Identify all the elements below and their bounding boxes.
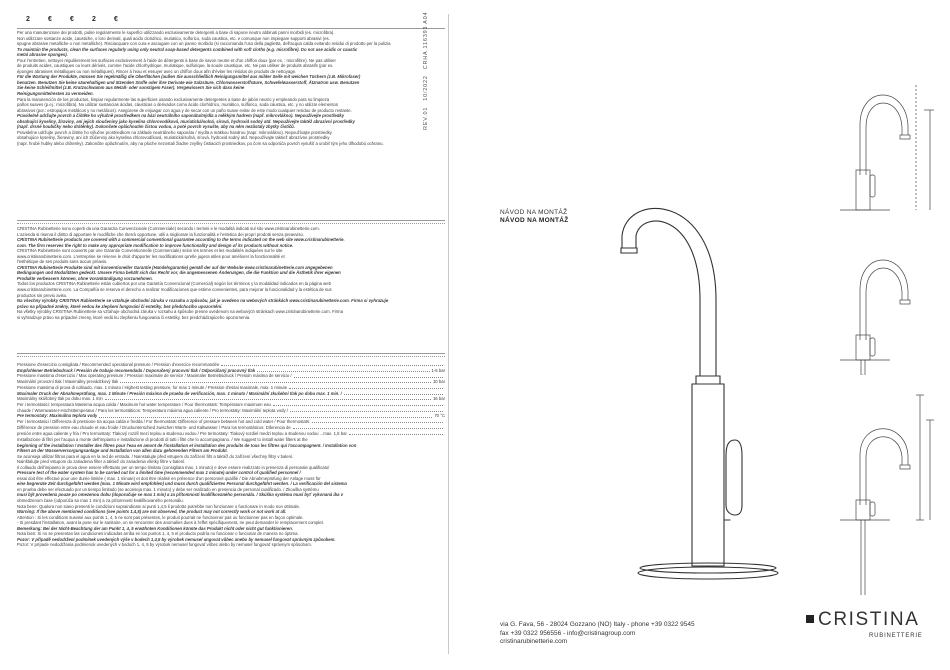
spec-value: 16 bar bbox=[432, 396, 445, 402]
header-glyph: € bbox=[114, 16, 119, 23]
company-address-block bbox=[500, 621, 695, 647]
spec-label: Pressione massima d'esercizio / Max operating pressure / Pression maximale de service / Maximaler Betriebsdruck / Presión máxima de servicio / bbox=[17, 373, 292, 379]
warranty-line: com. The firm reserves the right to make any appropriate modification to improve functionality and design of its products without notice. bbox=[17, 242, 294, 248]
warranty-line: CRISTINA Rubinetterie sono coperti da una Garanzia Convenzionale (Commerciale) secondo i termini e le modalità indicati sul sito www.cristinarubinetterie.com. bbox=[17, 226, 320, 231]
spec-label: Différence de pression entre eau chaude et eau froide / Druckunterschied zwischen Warm- und Kaltwasser / Para los termostáticos: Diferencia de bbox=[17, 424, 291, 430]
spec-label: Maximaler Druck der Abnahmeprüfung, max. 1 Minute / Presión máxima de prueba de verificación, max. 1 minuto / Maximální zkušební tlak po dobu max. 1 min. / bbox=[17, 390, 342, 396]
header-glyph: € bbox=[70, 16, 75, 23]
install-line: Nota bene: Qualora non siano presenti le condizioni sopraindicate ai punti 1,4,5 il prodotto potrebbe non funzionare o funzionare in modo non ottimale. bbox=[17, 503, 301, 509]
warranty-line: L'azienda si riserva il diritto di apportare le modifiche che riterrà opportune, utili a migliorare la funzionalità e l'estetica dei propri prodotti senza preavviso. bbox=[17, 231, 304, 237]
care-line: metal abrasive sponges). bbox=[17, 52, 68, 58]
divider bbox=[17, 223, 445, 224]
warranty-text bbox=[17, 226, 445, 320]
care-line: Pravidelne udržujte povrch a čistite ho výlučne prostriedkom na základe neutrálneho saponátu / mydla a mäkkou handrou (napr. mikrovlákno). Nepoužívajte prostriedky bbox=[17, 129, 332, 135]
divider bbox=[17, 353, 445, 354]
install-line: Pozor: V prípade nedodržania podmienok uvedených v bodoch 1, 4, 5 by výrobok nemusel fungovať vôbec alebo by nemusel fungovať správnym spôsobom. bbox=[17, 542, 312, 548]
install-line: Il collaudo dell'impianto in prova deve essere effettuato per un tempo limitato (consigliata max. 1 minuto) e deve essere realizzato in presenza di personale qualificato/ bbox=[17, 464, 330, 470]
warranty-line: productos sin previo aviso. bbox=[17, 292, 68, 298]
spec-label: Maximálny skúšobný tlak po dobu max. 1 min bbox=[17, 396, 103, 402]
revision-number: REV.01 bbox=[423, 106, 429, 130]
care-line: Pour l'entretien, nettoyer régulièrement les surfaces exclusivement à l'aide de détergents à base de savon neutre et d'un chiffon doux (par ex. : microfibre). Ne pas utiliser bbox=[17, 57, 336, 63]
install-line: en prueba debe ser efectuado por un tiempo limitado (se aconseja max. 1 minuto) y debe ser realizado en presencia de personal cualificado. / Zkouška systému bbox=[17, 486, 319, 492]
manual-title-cz: NÁVOD NA MONTÁŽ bbox=[500, 209, 568, 216]
care-line: de produits acides, caustiques ou leurs dérivés, comme l'acide chlorhydrique, muriatique, sulfurique, la soude caustique, etc. Ne pas utiliser de produits abrasifs (par ex. bbox=[17, 63, 334, 69]
warranty-line: www.cristinarubinetterie.com. La Compañía se reserva el derecho a realizar modificaciones que estime convenientes, para mejorar la funcionalidad y la estética de sus bbox=[17, 287, 332, 293]
install-line: Pozor: V případě nedodržení podmínek uvedených výše v bodech 1,4,5 by výrobek nemusel ungovat vůbec anebo by nemusel fungovat správným způsobem. bbox=[17, 536, 336, 542]
install-line: Warning: If the above mentioned conditions (see points 1,4,5) are not observed, the product may not correctly work or not work at all. bbox=[17, 509, 287, 515]
brand-name: CRISTINA bbox=[818, 609, 920, 630]
installation-notes bbox=[17, 437, 445, 548]
care-line: Per una manutenzione dei prodotti, pulire regolarmente le superfici utilizzando esclusivamente detergenti a base di sapone neutro abbinati panni morbidi (es. microfibra). bbox=[17, 30, 335, 35]
technical-drawing-top bbox=[820, 15, 940, 215]
care-line: paños suaves (p.ej.: microfibra). No utilizar sustancias ácidas, cáusticas o derivados como ácido clorhídrico, muriático, sulfúrico, soda cáustica, etc. y no utilizar elementos bbox=[17, 102, 339, 108]
install-line: musí být provedena pouze po omezenou dobu (doporučuje se max 1 min) a za přítomnosti kvalifikovaného personálu. / Skúška systému musí byť vykonaná iba v bbox=[17, 492, 344, 498]
divider bbox=[17, 356, 445, 357]
install-line: beginning of the installation / Installer des filtres pour l'eau en amont de l'installation et installation des produits de tous les filtres qui l'accompagnent. / Installation von bbox=[17, 442, 357, 448]
warranty-line: CRISTINA Rubinetterie products are covered with a commercial conventional guarantee according to the terms indicated on the web site www.cristinarubinetterie. bbox=[17, 237, 345, 243]
care-line: obsahujúce kyseliny, žieraviny, ani ich zlúčeniny ako kyselina chlorovodíková, muriatická/soľná, sírová, hydroxid sodný atď. Nepoužívajte taktiež abrazívne prostriedky bbox=[17, 135, 330, 141]
spec-table bbox=[17, 362, 445, 436]
spec-label: chaude / Warmwasser-Höchsttemperatur / Para los termostáticos: Temperatura máxima agua caliente / Pro termostaty: Maximální teplota vody / bbox=[17, 407, 288, 413]
warranty-line: Bedingungen und Modalitäten gedeckt. Unsere Firma behält sich das Recht vor, die angemessenen Änderungen, die die Funktion und die Ästhetik ihrer eigenen bbox=[17, 270, 341, 276]
warranty-line: Na všechny výrobky CRISTINA Rubinetterie se vztahuje obchodní záruka v rozsahu a způsobu, jak je uvedeno na webových stránkách www.cristinarubinetterie.com. Firma si vyhrazuje bbox=[17, 298, 389, 304]
revision-date: 10/2022 bbox=[423, 75, 429, 101]
header-glyph: 2 bbox=[26, 16, 31, 23]
care-line: Pravidelně udržujte povrch a čištěte ho výlučně prostředkem na bázi neutrálního saponátu/mýdla a měkkým hadrem (např. mikrovlákno). Nepoužívejte prostředky bbox=[17, 113, 345, 119]
spec-value: 10 bar bbox=[432, 379, 445, 385]
warranty-line: si vyhradzuje právo na prípadné zmeny, ktoré vedú ku zlepšeniu fungovania či estetiky, bez predchádzajúceho upozornenia. bbox=[17, 314, 251, 320]
care-line: Sie keine Schleifmittel (z.B. Kratzschwamm aus Metall- oder sonstigem Faser). Vergewissern Sie sich dass keine bbox=[17, 85, 245, 91]
care-line: Para la manutención de los productos, limpiar regularmente las superficies usando exclusivamente detergentes a base de jabón neutro y empleando para su limpieza bbox=[17, 96, 330, 102]
install-line: Nainštalujte pred vstupom do zariadenia filter a taktiež do zariadenia všetky filtre v balení. bbox=[17, 459, 186, 465]
spec-label: Per i termostatici: temperatura Massima acqua calda / Maximum hot water temperature / Pour thermostats: Température maximum eau bbox=[17, 402, 271, 408]
company-website[interactable]: cristinarubinetterie.com bbox=[500, 638, 568, 645]
install-line: Filtern an der Wasserversorgungsanlage und Installation von allen dazu gehörenden Filtern am Produkt. bbox=[17, 448, 228, 454]
company-address: via G. Fava, 56 - 28024 Gozzano (NO) Italy - phone +39 0322 9545 bbox=[500, 621, 695, 628]
care-line: To maintain the products, clean the surfaces regularly using only neutral soap-based detergents combined with soft cloths (e.g. microfibre). Do not use acidic or caustic bbox=[17, 46, 358, 52]
install-line: Installazione di filtri per l'acqua a monte dell'impianto e installazione di prodotti di tutti i filtri che lo accompagnano. / We suggest to install water filters at the bbox=[17, 437, 308, 442]
header-glyph: € bbox=[48, 16, 53, 23]
install-line: essai doit être effectué pour une durée limitée ( max. 1 minute) et doit être réalisé en présence d'un personnel qualifié / Die Abnahmeprüfung der Anlage muss für bbox=[17, 475, 321, 481]
manual-title-sk: NÁVOD NA MONTÁŽ bbox=[500, 217, 569, 224]
warranty-line: Produkte verbessern können, ohne Vorankündigung vorzunehmen. bbox=[17, 275, 153, 281]
care-line: abrasivos (por.: estropajos metálicos y no metálicos). Asegúrese de enjuagar con agua y de secar con un paño suave evitar de este modo cualquier residuo de producto restante. bbox=[17, 107, 352, 113]
spec-label: Pressione massima di prova di collaudo, max. 1 minuto / Highest testing pressure, for max 1 minute / Pression d'essai maximale, max. 1 minute bbox=[17, 384, 288, 390]
install-line: eine begrenzte Zeit durchgeführt werden (max. 1 Minute wird empfohlen) und muss durch qualifiziertes Personal durchgeführt werden. / La verificación del sistema bbox=[17, 481, 347, 487]
header-glyph: 2 bbox=[92, 16, 97, 23]
care-line: Reinigungsmittelresten zu vermeiden. bbox=[17, 91, 94, 97]
care-line: (např. drsné houbičky nebo drátěnky). Dokončete opláchnutím čistou vodou, a poté povrch vysušte, aby na něm nezůstaly zbytky čističů. bbox=[17, 124, 295, 130]
care-line: Non utilizzare sostanze acide, caustiche, o loro derivati, quali acido cloridrico, muriatico, solforico, soda caustica, etc. e comunque non impiegare supporti abrasivi (es. bbox=[17, 35, 330, 41]
care-line: Für die Wartung der Produkte, müssen Sie regelmäßig die Oberflächen (außen Sie ausschließlich Reinigungsmittel aus milder Seife mit weichen Tüchern (z.B. Mikrofaser) bbox=[17, 74, 361, 80]
care-line: éponges abrasives métalliques ou non métalliques). Rincer à l'eau et essuyer avec un chiffon doux afin d'éviter les résidus de produits de nettoyage. bbox=[17, 68, 297, 74]
install-line: obmedzenom čase (odporúča sa max 1 min) a za prítomnosti kvalifikovaného personálu. bbox=[17, 498, 184, 504]
install-line: Se aconseja utilizar filtros para el agua en la red de entrada. / Nainstalujte před vstupem do zařízení filtr a taktéž do zařízení všechny filtry v balení. bbox=[17, 453, 294, 459]
care-instructions bbox=[17, 30, 445, 146]
warranty-line: Na všetky výrobky CRISTINA Rubinetterie sa vzťahuje obchodná záruka v rozsahu a spôsobe presne uvedenom na webových stránkach www.cristinarubinetterie.com. Firma bbox=[17, 309, 343, 315]
brand-subtitle: RUBINETTERIE bbox=[869, 633, 923, 639]
warranty-line: právo na případné změny, které vedou ke zlepšení fungování či estetiky, bez předchozího upozornění. bbox=[17, 303, 223, 309]
spec-value: 70 °C bbox=[434, 413, 445, 419]
warranty-line: CRISTINA Rubinetterie Produkte sind mit konventioneller Garantie (Handelsgarantie) gemäß der auf der Website www.cristinarubinetterie.com angegebenen bbox=[17, 264, 333, 270]
warranty-line: l'esthétique de ses produits sans aucun préavis. bbox=[17, 259, 108, 265]
install-line: Bemerkung: Bei der Nicht-Beachtung der am Punkt 1, 4, 5 erwähnten Konditionen könnte das Produkt nicht oder nicht gut funktionieren. bbox=[17, 525, 294, 531]
install-line: Pressure test of the water system has to be carried out for a limited time (recommended max 1 minute) under control of qualified personnel / bbox=[17, 470, 301, 476]
spec-value: 1-5 bar bbox=[431, 367, 445, 373]
company-contact: fax +39 0322 956556 - info@cristinagroup.com bbox=[500, 629, 636, 637]
install-line: Attention : Si les conditions susvisé aux points 1, 4, 5 ne sont pas présentes, le produit pourrait ne fonctionner pas ou fonctionner pas en façon optimale. bbox=[17, 514, 304, 520]
care-line: benutzen. Benutzen Sie keine säurehaltigen und ätzenden Stoffe oder ihre Derivate wie Salzsäure, Chlorwasserstoffsäure, Schwefelwasserstoff, Ätznatron usw. Benutzen bbox=[17, 79, 360, 85]
warranty-line: CRISTINA Rubinetterie sont couverts par une Garantie Conventionnelle (Commerciale) selon les termes et les modalités indiquées sur le site bbox=[17, 248, 283, 254]
page-fold-line bbox=[448, 14, 449, 654]
spec-label: Pre termostaty: Maximálna teplota vody bbox=[17, 413, 98, 419]
revision-code bbox=[423, 6, 429, 131]
divider bbox=[17, 220, 445, 221]
install-line: - Si presdant l'installation, avant la pose sur le sanitaire, on se rencontrer des anomalies dues à l'effet spécifiquement, ne peut demander le remplacement complet. bbox=[17, 520, 325, 526]
warranty-line: Todos los productos CRISTINA Rubinetterie están cubiertos por una Garantía Convencional (Comercial) según los términos y la modalidad indicados en la página web bbox=[17, 281, 331, 287]
spec-label: Per i termostatici / Differenza di pressione tra acqua calda e fredda / For thermostats: Difference of pressure between hot and cold water / Pour thermostats: bbox=[17, 419, 311, 425]
warranty-line: www.cristinarubinetterie.com. L'entreprise se réserve le droit d'apporter les modifications qu'elle jugera utiles pour améliorer la fonctionnalité et bbox=[17, 253, 285, 259]
spec-label: Empfohlener Betriebsdruck / Presión de trabajo recomendada / Doporučený pracovní tlak / Odporúčaný pracovný tlak bbox=[17, 367, 256, 373]
technical-drawing-bottom bbox=[820, 385, 940, 605]
install-line: Nota bien: Si no se presentan las condiciones indicadas arriba en los puntos 1, 4, 5 el producto podría no funcionar o funcionar de manera no óptima. bbox=[17, 531, 299, 537]
technical-drawing-middle bbox=[820, 200, 940, 375]
document-code: CRHA 116393 A04 bbox=[423, 11, 429, 70]
care-line: spugne abrasive metalliche o non metalliche). Risciacquare con cura e asciugare con un panno morbido (si raccomanda l'uso della paglietta, dell'acqua calda evitando residui di prodotto per la pulizia bbox=[17, 41, 391, 47]
header-glyphs bbox=[26, 16, 136, 23]
logo-square-icon bbox=[806, 615, 814, 623]
spec-label: presión entre agua caliente y fría / Pro termostaty: Tlakový rozdíl mezi teplou a studenou vodou / Pre termostaty: Tlakový rozdiel medzi teplou a studenou vodou ...max. 1,5 bar bbox=[17, 430, 347, 436]
care-line: obsahující kyseliny, žíraviny, ani jejich sloučeniny jako kyselina chlorovodíková, muriatická/solná, sírová, hydroxid sodný atd. Nepoužívejte taktéž abrazivní prostředky bbox=[17, 118, 355, 124]
divider bbox=[17, 28, 445, 29]
spec-label: Pressione d'esercizio consigliata / Recommended operational pressure / Pression d'exercice recommandée bbox=[17, 362, 220, 367]
spec-label: Maximální provozní tlak / Maximálny prevádzkový tlak bbox=[17, 379, 119, 385]
spec-row bbox=[17, 431, 445, 437]
care-line: (napr. hrubé hubky alebo drôtenky). Zakončite opláchnutím, aby na ploche nezostali žiadne zvyšky čistiacich prostriedkov, po čom sa odporúča povrch vysušiť a urobiť tým jeho dlhodobú ochranu. bbox=[17, 140, 384, 146]
